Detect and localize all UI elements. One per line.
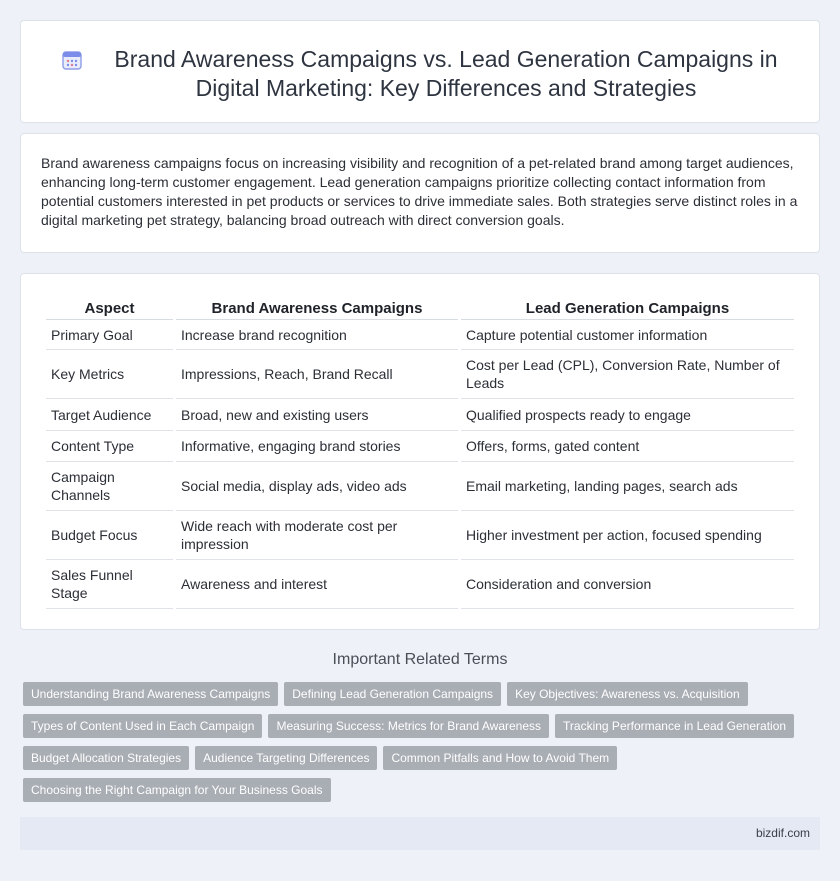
table-row: [46, 462, 794, 511]
table-cell: Primary Goal: [46, 320, 173, 350]
table-cell: Wide reach with moderate cost per impression: [176, 511, 458, 560]
table-cell: Capture potential customer information: [461, 320, 794, 350]
related-terms-heading: Important Related Terms: [332, 651, 508, 668]
table-cell: Budget Focus: [46, 511, 173, 560]
table-cell: Increase brand recognition: [176, 320, 458, 350]
related-term-tag[interactable]: Key Objectives: Awareness vs. Acquisition: [507, 682, 748, 706]
related-term-tag[interactable]: Types of Content Used in Each Campaign: [23, 714, 262, 738]
table-cell: Offers, forms, gated content: [461, 431, 794, 462]
table-cell: Content Type: [46, 431, 173, 462]
table-cell: Sales Funnel Stage: [46, 560, 173, 609]
table-row: [46, 560, 794, 609]
column-header: Aspect: [46, 294, 173, 320]
related-term-tag[interactable]: Choosing the Right Campaign for Your Business Goals: [23, 778, 331, 802]
table-cell: Email marketing, landing pages, search ads: [461, 462, 794, 511]
related-term-tag[interactable]: Budget Allocation Strategies: [23, 746, 189, 770]
table-cell: Campaign Channels: [46, 462, 173, 511]
table-header-row: [46, 294, 794, 320]
related-terms-list: [23, 682, 813, 802]
column-header: Brand Awareness Campaigns: [176, 294, 458, 320]
title-card: [20, 20, 820, 123]
table-cell: Qualified prospects ready to engage: [461, 399, 794, 431]
table-cell: Target Audience: [46, 399, 173, 431]
related-term-tag[interactable]: Tracking Performance in Lead Generation: [555, 714, 794, 738]
related-term-tag[interactable]: Audience Targeting Differences: [195, 746, 377, 770]
footer: [20, 817, 820, 850]
table-cell: Cost per Lead (CPL), Conversion Rate, Number of Leads: [461, 350, 794, 399]
table-cell: Key Metrics: [46, 350, 173, 399]
table-row: [46, 511, 794, 560]
comparison-table: [43, 294, 797, 609]
table-cell: Awareness and interest: [176, 560, 458, 609]
related-term-tag[interactable]: Defining Lead Generation Campaigns: [284, 682, 501, 706]
page-title: Brand Awareness Campaigns vs. Lead Generation Campaigns in Digital Marketing: Key Differences and Strategies: [114, 46, 778, 101]
table-cell: Consideration and conversion: [461, 560, 794, 609]
table-cell: Higher investment per action, focused spending: [461, 511, 794, 560]
table-cell: Social media, display ads, video ads: [176, 462, 458, 511]
table-cell: Informative, engaging brand stories: [176, 431, 458, 462]
table-row: [46, 320, 794, 350]
table-cell: Impressions, Reach, Brand Recall: [176, 350, 458, 399]
footer-site-link[interactable]: bizdif.com: [755, 826, 810, 840]
related-term-tag[interactable]: Measuring Success: Metrics for Brand Awareness: [268, 714, 549, 738]
comparison-table-card: [20, 273, 820, 630]
related-term-tag[interactable]: Common Pitfalls and How to Avoid Them: [383, 746, 617, 770]
column-header: Lead Generation Campaigns: [461, 294, 794, 320]
table-row: [46, 431, 794, 462]
related-term-tag[interactable]: Understanding Brand Awareness Campaigns: [23, 682, 278, 706]
table-row: [46, 399, 794, 431]
table-cell: Broad, new and existing users: [176, 399, 458, 431]
calendar-icon: [61, 49, 83, 71]
intro-card: [20, 133, 820, 253]
intro-paragraph: Brand awareness campaigns focus on increasing visibility and recognition of a pet-related brand among target audiences, enhancing long-term customer engagement. Lead generation campaigns prioritize collecting contact information from potential customers interested in pet products or services to drive immediate sales. Both strategies serve distinct roles in a digital marketing pet strategy, balancing broad outreach with direct conversion goals.: [41, 155, 798, 228]
table-row: [46, 350, 794, 399]
